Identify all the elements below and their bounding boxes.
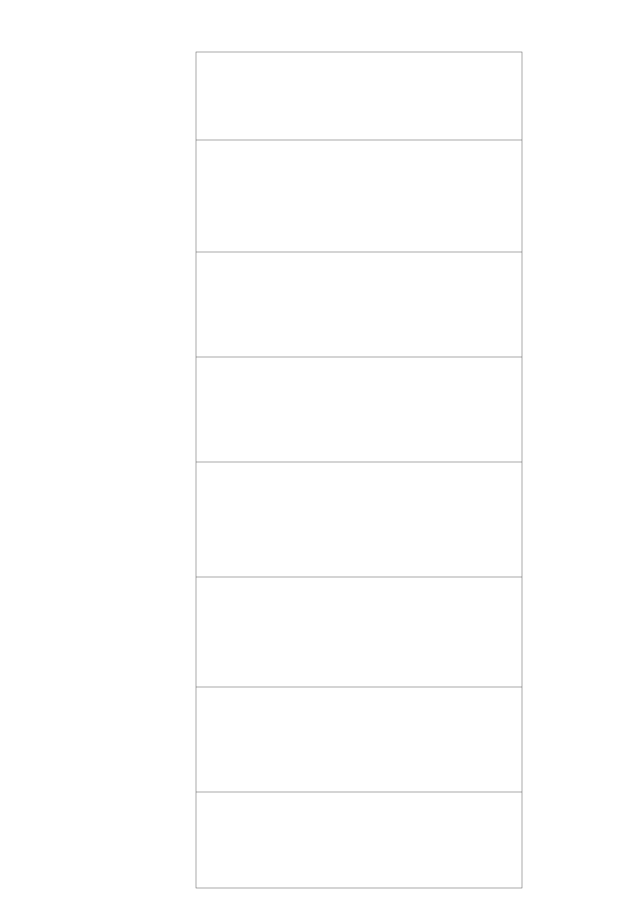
amendment-instruction: [40, 480, 100, 780]
table-grid: [148, 22, 573, 894]
rotated-table-sheet: [148, 22, 573, 894]
table-frame: [196, 52, 522, 888]
